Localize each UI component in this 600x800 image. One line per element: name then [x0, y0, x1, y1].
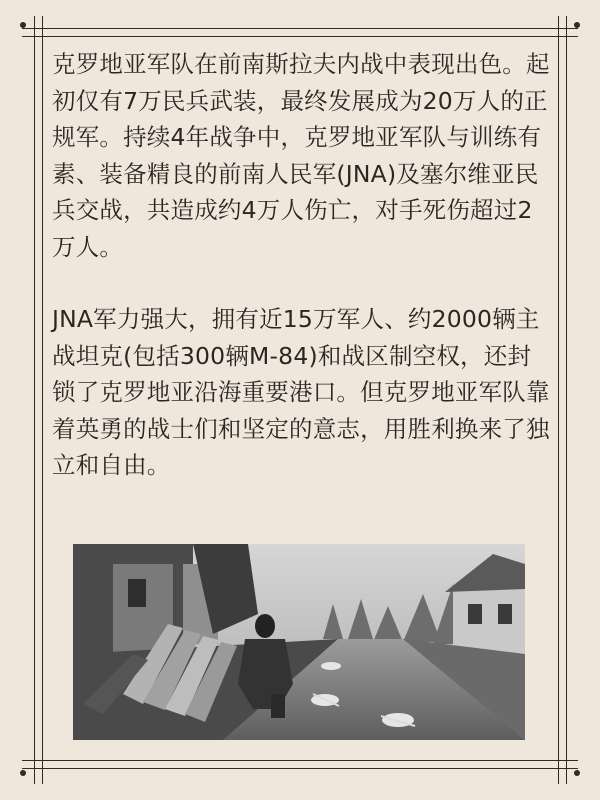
- article-body: [52, 46, 552, 484]
- frame-corner-dot-bottom-right: [574, 770, 580, 776]
- article-paragraph: 克罗地亚军队在前南斯拉夫内战中表现出色。起初仅有7万民兵武装，最终发展成为20万人的正规军。持续4年战争中，克罗地亚军队与训练有素、装备精良的前南人民军(JNA)及塞尔维亚民兵交战，共造成约4万人伤亡，对手死伤超过2万人。: [52, 50, 550, 261]
- frame-top-inner-line: [22, 36, 578, 37]
- frame-top-line: [22, 28, 578, 29]
- frame-left-inner-line: [42, 16, 43, 784]
- frame-corner-dot-top-right: [574, 22, 580, 28]
- article-paragraph: JNA军力强大，拥有近15万军人、约2000辆主战坦克(包括300辆M-84)和战区制空权，还封锁了克罗地亚沿海重要港口。但克罗地亚军队靠着英勇的战士们和坚定的意志，用胜利换来了独立和自由。: [52, 305, 550, 479]
- frame-bottom-inner-line: [22, 768, 578, 769]
- frame-left-line: [34, 16, 35, 784]
- frame-bottom-line: [22, 760, 578, 761]
- frame-right-inner-line: [566, 16, 567, 784]
- frame-corner-dot-top-left: [20, 22, 26, 28]
- frame-right-line: [558, 16, 559, 784]
- war-photo: [73, 544, 525, 740]
- frame-corner-dot-bottom-left: [20, 770, 26, 776]
- war-photo-illustration: [73, 544, 525, 740]
